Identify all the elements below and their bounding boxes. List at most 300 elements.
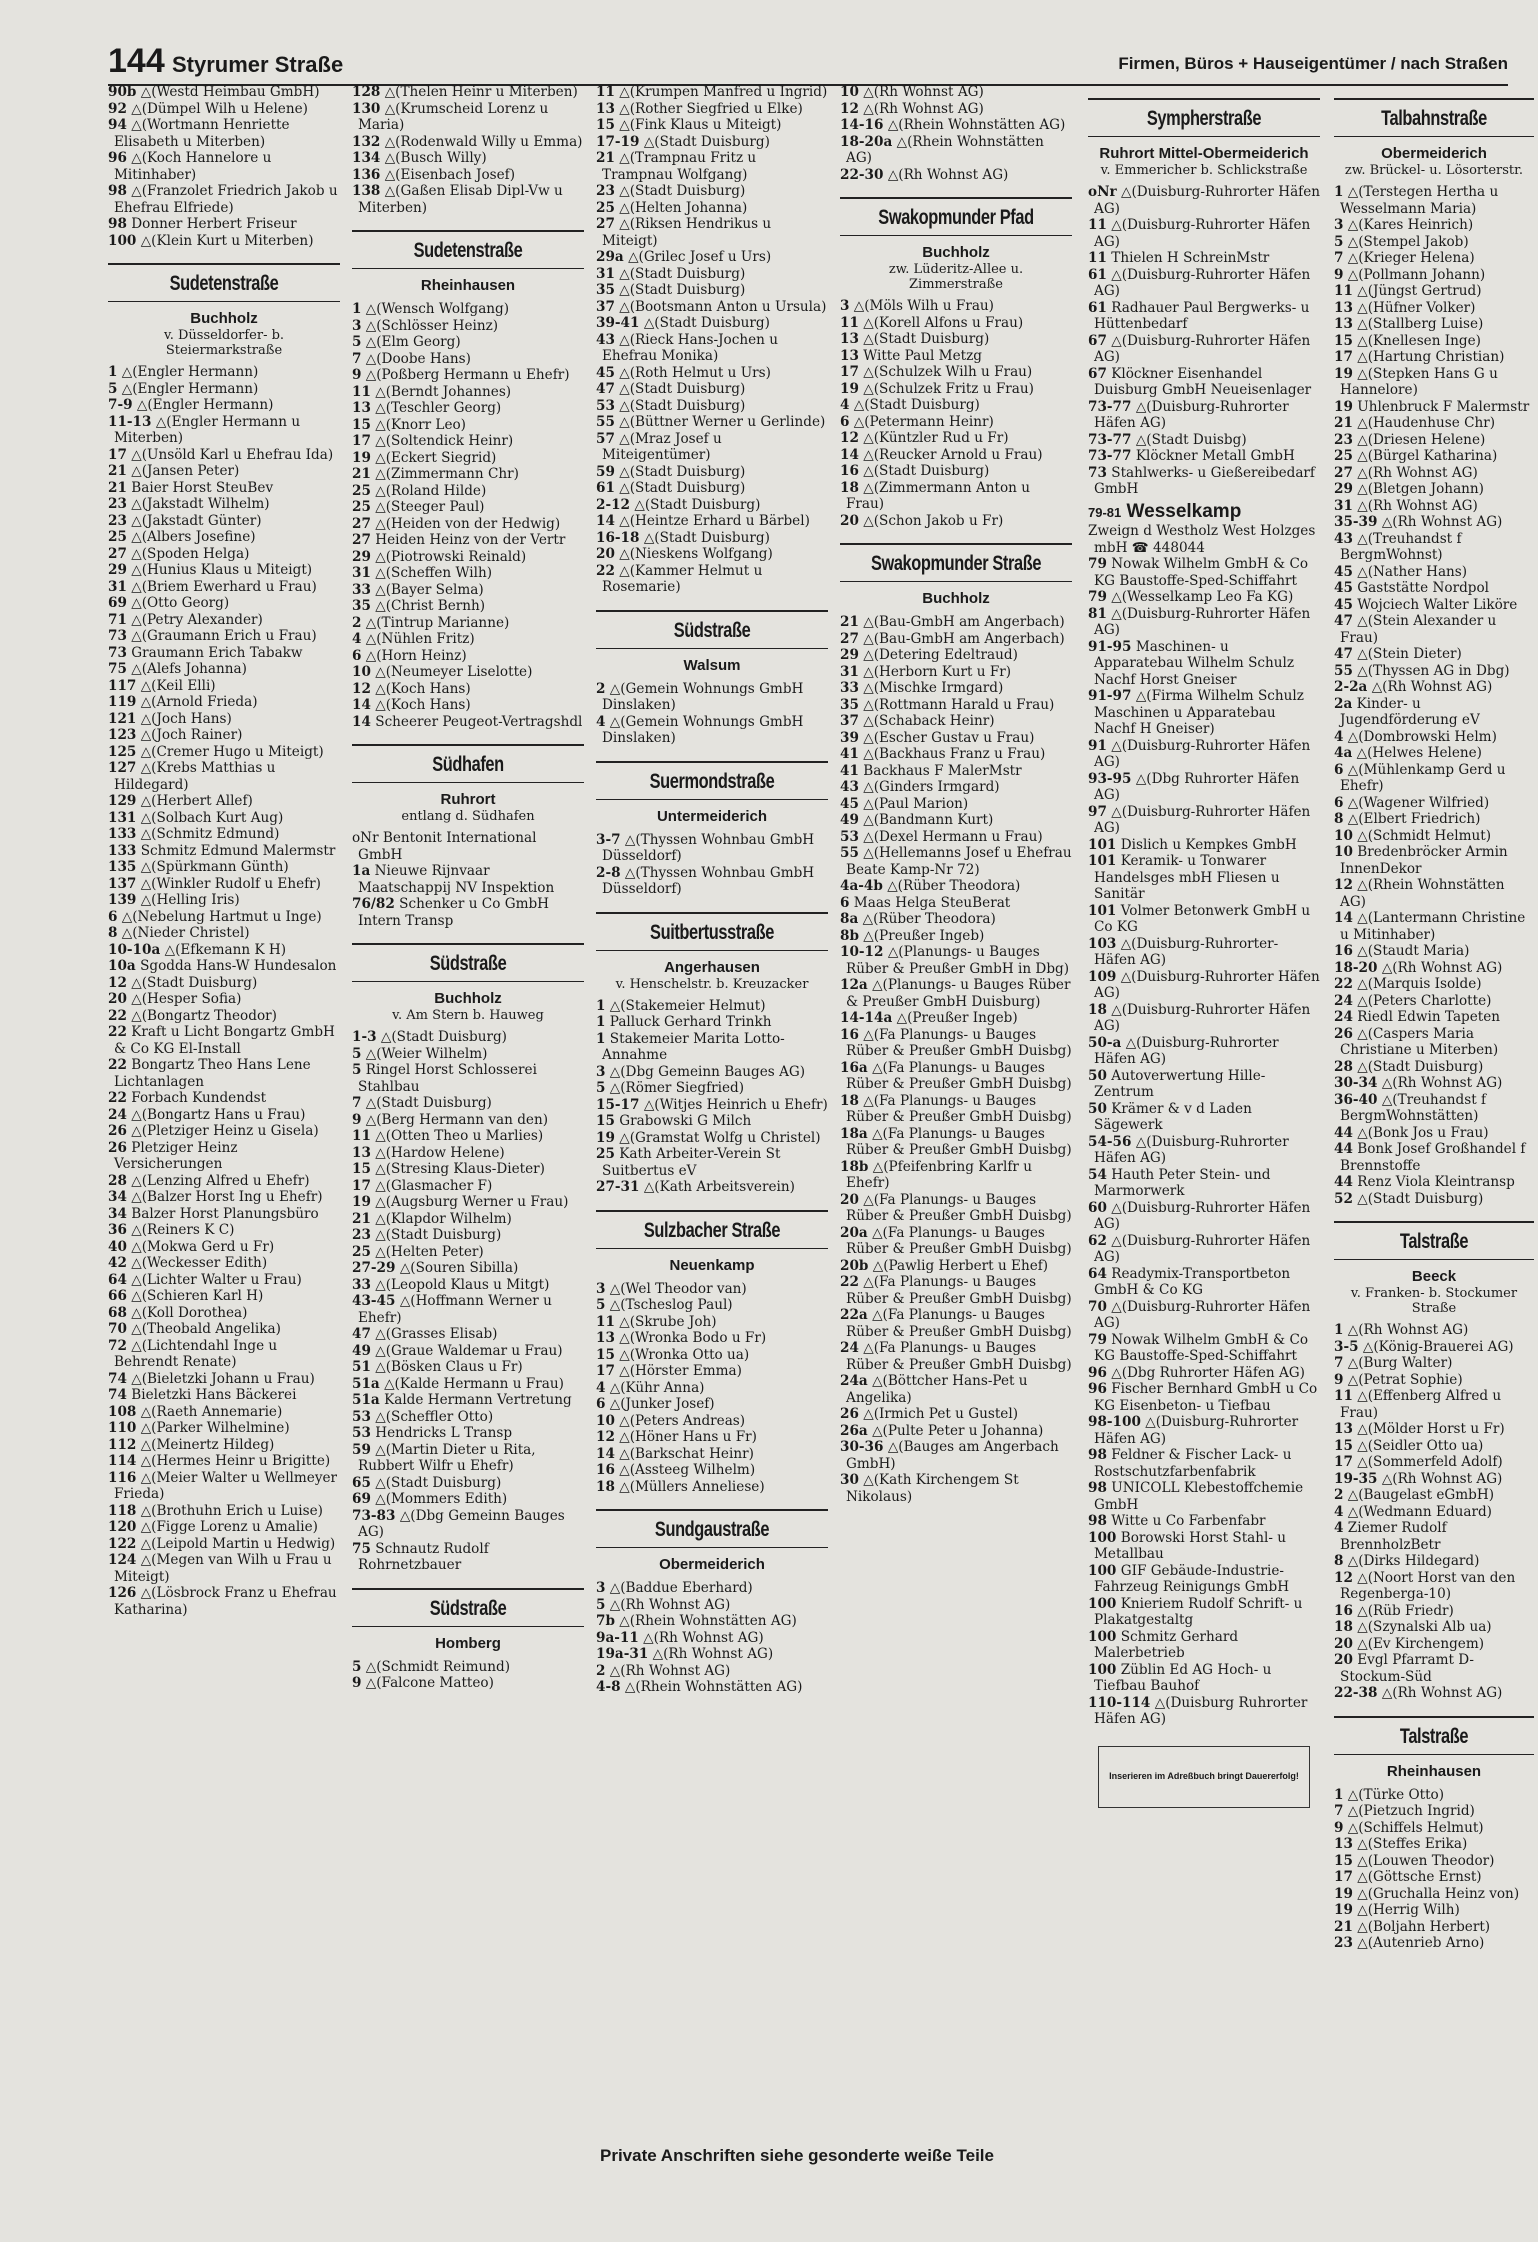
address-entry [108,364,340,381]
entry-text: △(Rother Siegfried u Elke) [619,100,803,117]
address-entry [108,892,340,909]
entry-text: Forbach Kundendst [131,1090,267,1106]
entry-text: △(Rh Wohnst AG) [887,166,1009,183]
entry-text: △(Bayer Selma) [375,581,484,598]
address-entry [840,315,1072,332]
address-entry [108,1189,340,1206]
address-entry [1334,415,1534,432]
address-entry [1088,738,1320,771]
house-number: 23 [352,1227,371,1243]
address-entry [1334,498,1534,515]
entry-text: Donner Herbert Friseur [131,216,297,232]
house-number: 50 [1088,1067,1107,1084]
address-entry [352,1359,584,1376]
house-number: 18b [840,1158,869,1175]
house-number: 131 [108,809,137,826]
address-entry [1334,1619,1534,1636]
entry-text: △(Thyssen AG in Dbg) [1357,662,1510,679]
entry-text: △(Stempel Jakob) [1347,233,1469,250]
address-entry [108,727,340,744]
street-section-header [1334,1716,1534,1781]
entry-text: Schmitz Edmund Malermstr [140,842,336,859]
house-number: 9 [352,1111,362,1128]
address-entry [1088,1447,1320,1480]
highlighted-entry [1088,500,1320,522]
entry-text: △(Küntzler Rud u Fr) [863,430,1009,446]
address-entry [1334,1026,1534,1059]
entry-text: △(Piotrowski Reinald) [375,548,527,565]
address-entry [840,664,1072,681]
address-entry [1088,217,1320,250]
entry-text: △(Duisburg-Ruhrorter Häfen AG) [1094,1414,1299,1447]
address-entry [596,200,828,217]
house-number: 137 [108,875,137,892]
house-number: 16-18 [596,529,640,546]
entry-text: △(Kath Kirchengem St Nikolaus) [846,1472,1019,1505]
address-entry [596,464,828,481]
entry-text: △(König-Brauerei AG) [1362,1338,1514,1355]
house-number: 73 [1088,464,1107,481]
address-entry [108,1519,340,1536]
house-number: 9 [352,367,362,383]
entry-text: △(Heiden von der Hedwig) [375,515,561,532]
district-name: Walsum [683,656,741,674]
address-entry [1088,1266,1320,1299]
house-number: 79 [1088,589,1107,605]
entry-text: △(Mraz Josef u Miteigentümer) [602,430,722,463]
address-entry [596,714,828,747]
entry-text: △(Rh Wohnst AG) [1347,1322,1469,1338]
entry-text: △(Stadt Duisburg) [619,183,746,199]
entry-text: △(Stadt Duisburg) [1357,1058,1484,1075]
house-number: 1 [596,1014,606,1030]
entry-text: △(Briem Ewerhard u Frau) [131,578,317,595]
entry-text: △(Duisburg-Ruhrorter Häfen AG) [1094,1199,1311,1232]
address-entry [596,1446,828,1463]
entry-text: △(Rüber Theodora) [862,911,996,927]
address-entry [352,150,584,167]
house-number: 91-97 [1088,688,1132,704]
address-entry [108,760,340,793]
entry-text: △(Winkler Rudolf u Ehefr) [140,875,321,892]
entry-text: △(Römer Siegfried) [609,1080,745,1096]
house-number: 17 [352,1177,371,1194]
house-number: 91 [1088,737,1107,754]
address-entry [1334,1009,1534,1026]
address-entry [108,1536,340,1553]
address-entry [1088,1134,1320,1167]
address-entry [352,1293,584,1326]
street-extent-note: v. Am Stern b. Hauweg [392,1008,544,1023]
house-number: 9 [1334,1371,1344,1388]
address-entry [108,1371,340,1388]
house-number: 24a [840,1373,868,1389]
entry-text: Sgodda Hans-W Hundesalon [140,958,337,974]
house-number: 4 [1334,1503,1344,1520]
house-number: 15 [352,416,371,433]
house-number: 126 [108,1585,137,1601]
address-entry [1334,1059,1534,1076]
entry-text: Fischer Bernhard GmbH u Co KG Eisenbeton- u Tiefbau [1094,1381,1318,1414]
address-entry [1088,1200,1320,1233]
address-entry [108,463,340,480]
address-entry [1088,969,1320,1002]
address-entry [1088,837,1320,854]
address-entry [352,301,584,318]
house-number: 18 [840,479,859,496]
address-entry [1334,514,1534,531]
address-entry [352,1343,584,1360]
address-entry [1334,564,1534,581]
entry-text: Riedl Edwin Tapeten [1357,1009,1501,1025]
entry-text: △(Bösken Claus u Fr) [375,1359,523,1375]
entry-text: Bieletzki Hans Bäckerei [131,1387,297,1403]
street-section-header [840,543,1072,608]
address-entry [352,1211,584,1228]
house-number: 14-14a [840,1010,893,1026]
house-number: 2-12 [596,496,631,513]
address-entry [1088,589,1320,606]
address-entry [108,216,340,233]
entry-text: △(Fa Planungs- u Bauges Rüber & Preußer GmbH Duisbg) [846,1191,1072,1224]
address-entry [1334,1487,1534,1504]
address-entry [1088,771,1320,804]
address-entry [108,529,340,546]
house-number: 14 [596,1445,615,1462]
entry-text: Gaststätte Nordpol [1357,580,1489,596]
address-entry [596,1646,828,1663]
house-number: 25 [352,1243,371,1260]
house-number: 124 [108,1552,137,1568]
house-number: 44 [1334,1174,1353,1190]
entry-text: △(Lenzing Alfred u Ehefr) [131,1172,310,1189]
address-entry [1088,688,1320,738]
entry-text: △(Rh Wohnst AG) [863,84,984,100]
address-entry [1334,333,1534,350]
house-number: 18 [840,1092,859,1109]
address-entry [108,991,340,1008]
entry-text: Schenker u Co GmbH Intern Transp [358,896,550,929]
entry-text: △(Planungs- u Bauges Rüber & Preußer GmbH Duisburg) [846,977,1071,1010]
house-number: 73 [108,628,127,644]
column-1 [108,84,340,2144]
street-name: Talbahnstraße [1381,107,1487,130]
house-number: 54-56 [1088,1133,1132,1150]
entry-text: △(Keil Elli) [140,677,216,694]
entry-text: △(Jakstadt Wilhelm) [131,496,270,512]
address-entry [352,318,584,335]
house-number: 21 [840,614,859,630]
entry-text: △(Rodenwald Willy u Emma) [384,133,583,150]
house-number: 139 [108,892,137,908]
house-number: 15 [596,1113,615,1129]
house-number: 18 [1088,1001,1107,1018]
address-entry [840,647,1072,664]
entry-text: △(Soltendick Heinr) [375,433,514,449]
entry-text: △(Graue Waldemar u Frau) [375,1342,563,1359]
address-entry [840,730,1072,747]
entry-text: △(Alefs Johanna) [131,661,247,677]
house-number: 59 [352,1441,371,1458]
entry-text: △(Otten Theo u Marlies) [375,1128,544,1144]
house-number: 43 [840,779,859,795]
address-entry [352,830,584,863]
divider [596,648,828,649]
address-entry [1334,1174,1534,1191]
divider [1334,136,1534,137]
house-number: 135 [108,859,137,875]
house-number: 13 [596,100,615,117]
house-number: 23 [108,512,127,529]
entry-text: Witte u Co Farbenfabr [1111,1513,1266,1529]
entry-text: △(Fa Planungs- u Bauges Rüber & Preußer GmbH Duisbg) [846,1307,1072,1340]
entry-text: △(Mölder Horst u Fr) [1357,1421,1505,1437]
entry-text: △(Hartung Christian) [1357,349,1505,365]
address-entry [596,101,828,118]
running-street-title: Styrumer Straße [172,52,344,77]
house-number: 71 [108,611,127,628]
house-number: 73-83 [352,1507,396,1524]
house-number: 22 [108,1007,127,1024]
address-entry [596,414,828,431]
entry-text: △(Firma Wilhelm Schulz Maschinen u Apparatebau Nachf H Gneiser) [1094,688,1304,737]
advertisement-box: Inserieren im Adreßbuch bringt Dauererfolg! [1098,1746,1310,1808]
address-entry [1334,399,1534,416]
entry-text: △(Eckert Siegrid) [375,449,497,466]
address-entry [840,1027,1072,1060]
entry-text: △(Mischke Irmgard) [863,680,1004,696]
house-number: 108 [108,1403,137,1420]
entry-text: △(Rüber Theodora) [887,878,1021,894]
house-number: 5 [352,1062,362,1078]
address-entry [108,381,340,398]
address-entry [108,661,340,678]
address-entry [1334,580,1534,597]
house-number: 11 [1088,250,1107,266]
house-number: 72 [108,1337,127,1354]
entry-text: △(Schaback Heinr) [863,713,995,729]
address-entry [352,183,584,216]
address-entry [1088,1299,1320,1332]
house-number: 81 [1088,605,1107,622]
entry-text: Stakemeier Marita Lotto-Annahme [602,1030,785,1063]
address-entry [1334,432,1534,449]
house-number: 24 [108,1106,127,1123]
address-entry [352,615,584,632]
entry-text: GIF Gebäude-Industrie-Fahrzeug Reinigungs GmbH [1094,1562,1290,1595]
address-entry [108,513,340,530]
house-number: 79 [1088,1331,1107,1348]
address-entry [1334,828,1534,845]
entry-text: △(Klein Kurt u Miterben) [140,232,314,249]
entry-text: Renz Viola Kleintransp [1357,1174,1515,1190]
entry-text: △(Herborn Kurt u Fr) [863,663,1012,680]
divider [352,230,584,232]
address-entry [108,1420,340,1437]
address-entry [596,117,828,134]
entry-text: △(Dexel Hermann u Frau) [863,828,1043,845]
house-number: 3 [596,1280,606,1297]
entry-text: △(Fa Planungs- u Bauges Rüber & Preußer GmbH Duisbg) [846,1274,1072,1307]
house-number: 36 [108,1222,127,1238]
entry-text: Maas Helga SteuBerat [853,894,1011,911]
entry-text: △(Stadt Duisburg) [375,1474,502,1491]
address-entry [352,1392,584,1409]
house-number: 27 [352,515,371,532]
entry-text: △(Parker Wilhelmine) [140,1420,290,1436]
entry-text: △(Thyssen Wohnbau GmbH Düsseldorf) [602,864,815,897]
house-number: 9 [1334,266,1344,283]
entry-text: △(Stadt Duisburg) [365,1095,492,1111]
address-entry [1334,349,1534,366]
street-section-header [352,1588,584,1653]
entry-text: △(Hunius Klaus u Miteigt) [131,562,313,578]
house-number: 31 [840,663,859,680]
entry-text: △(Wel Theodor van) [609,1280,747,1297]
address-entry [1088,804,1320,837]
street-extent-note: v. Henschelstr. b. Kreuzacker [615,976,809,992]
house-number: 7 [1334,1803,1344,1819]
house-number: 73 [108,644,127,661]
divider [596,912,828,914]
address-entry [1334,1820,1534,1837]
house-number: 5 [108,380,118,397]
entry-text: △(Kalde Hermann u Frau) [384,1375,564,1392]
house-number: 7 [352,1095,362,1111]
house-number: 50-a [1088,1034,1122,1051]
house-number: 16a [840,1059,868,1076]
street-name: Sulzbacher Straße [643,1218,781,1242]
house-number: 4-8 [596,1679,621,1695]
entry-text: Krämer & v d Laden Sägewerk [1094,1100,1252,1133]
entry-text: △(Stadt Duisburg) [863,331,990,347]
footer-note: Private Anschriften siehe gesonderte weiße Teile [600,2146,994,2165]
entry-text: △(Schmidt Reimund) [365,1658,510,1675]
entry-text: △(Wedmann Eduard) [1347,1503,1492,1520]
street-name: Swakopmunder Straße [870,552,1042,575]
district-name: Buchholz [434,990,502,1007]
house-number: 5 [596,1080,606,1096]
divider [1334,98,1534,100]
divider [840,235,1072,236]
house-number: 33 [352,581,371,598]
entry-text: △(Petry Alexander) [131,611,263,628]
entry-text: △(Nebelung Hartmut u Inge) [121,908,322,925]
house-number: 64 [108,1271,127,1288]
entry-text: △(Falcone Matteo) [365,1675,494,1691]
house-number: 90b [108,84,137,100]
house-number: 101 [1088,902,1117,919]
entry-text: △(Schulzek Fritz u Frau) [863,380,1034,397]
entry-text: △(Teschler Georg) [375,400,502,416]
house-number: 12 [1334,1569,1353,1586]
house-number: 40 [108,1238,127,1255]
entry-text: △(Duisburg-Ruhrorter Häfen AG) [1094,217,1311,250]
address-entry [840,1340,1072,1373]
entry-text: △(Haudenhuse Chr) [1357,415,1496,431]
entry-text: oNr Bentonit International GmbH [352,830,537,863]
house-number: 29a [596,249,624,265]
address-entry [1334,1421,1534,1438]
entry-text: Schnautz Rudolf Rohrnetzbauer [358,1540,489,1573]
address-entry [108,1305,340,1322]
house-number: 133 [108,842,137,859]
house-number: 27 [108,545,127,562]
address-entry [1334,1553,1534,1570]
entry-text: △(Balzer Horst Ing u Ehefr) [131,1189,323,1205]
house-number: 98 [1088,1513,1107,1529]
house-number: 55 [596,414,615,430]
house-number: 75 [352,1540,371,1557]
address-entry [108,711,340,728]
entry-text: △(Stadt Duisburg) [853,397,980,413]
address-entry [840,1192,1072,1225]
entry-text: △(Roland Hilde) [375,482,487,499]
address-entry [1334,184,1534,217]
house-number: 10 [596,1412,615,1429]
address-entry [108,1008,340,1025]
house-number: 20 [596,546,615,562]
entry-text: △(Doobe Hans) [365,350,471,367]
divider [596,799,828,800]
house-number: 11 [352,1128,371,1144]
address-entry [1334,1836,1534,1853]
address-entry [352,532,584,549]
house-number: 9 [1334,1819,1344,1836]
address-entry [596,1146,828,1179]
divider [596,610,828,612]
entry-text: Borowski Horst Stahl- u Metallbau [1094,1529,1287,1562]
entry-text: △(Paul Marion) [863,795,969,812]
entry-text: △(Dbg Ruhrorter Häfen AG) [1094,770,1300,803]
house-number: 100 [1088,1529,1117,1546]
entry-text: △(Hesper Sofia) [131,991,242,1007]
address-entry [352,681,584,698]
house-number: 17-19 [596,133,640,150]
house-number: 4 [1334,728,1344,745]
address-entry [840,829,1072,846]
street-extent-note: v. Franken- b. Stockumer Straße [1350,1286,1518,1316]
address-entry [352,516,584,533]
entry-text: △(Glasmacher F) [375,1177,493,1194]
entry-text: △(Koch Hannelore u Mitinhaber) [114,150,272,183]
entry-text: △(Duisburg-Ruhrorter Häfen AG) [1094,1001,1311,1034]
address-entry [108,1173,340,1190]
house-number: 22 [840,1274,859,1290]
house-number: 7b [596,1613,615,1629]
house-number: 27 [1334,464,1353,481]
address-entry [352,1659,584,1676]
district-name: Rheinhausen [420,277,516,294]
address-entry [108,1387,340,1404]
house-number: 9a-11 [596,1629,639,1646]
house-number: 44 [1334,1124,1353,1141]
house-number: 100 [1088,1595,1117,1612]
house-number: 96 [108,150,127,166]
address-entry [1334,1191,1534,1208]
house-number: 25 [352,482,371,499]
entry-text: △(Fa Planungs- u Bauges Rüber & Preußer GmbH Duisbg) [846,1224,1072,1257]
house-number: 129 [108,793,137,809]
address-entry [840,348,1072,365]
house-number: 61 [1088,299,1107,316]
address-entry [596,1064,828,1081]
entry-text: △(Boljahn Herbert) [1357,1918,1491,1935]
address-entry [596,497,828,514]
house-number: 1 [596,997,606,1014]
street-extent-note: entlang d. Südhafen [401,809,535,824]
entry-text: △(Wronka Bodo u Fr) [619,1330,767,1346]
